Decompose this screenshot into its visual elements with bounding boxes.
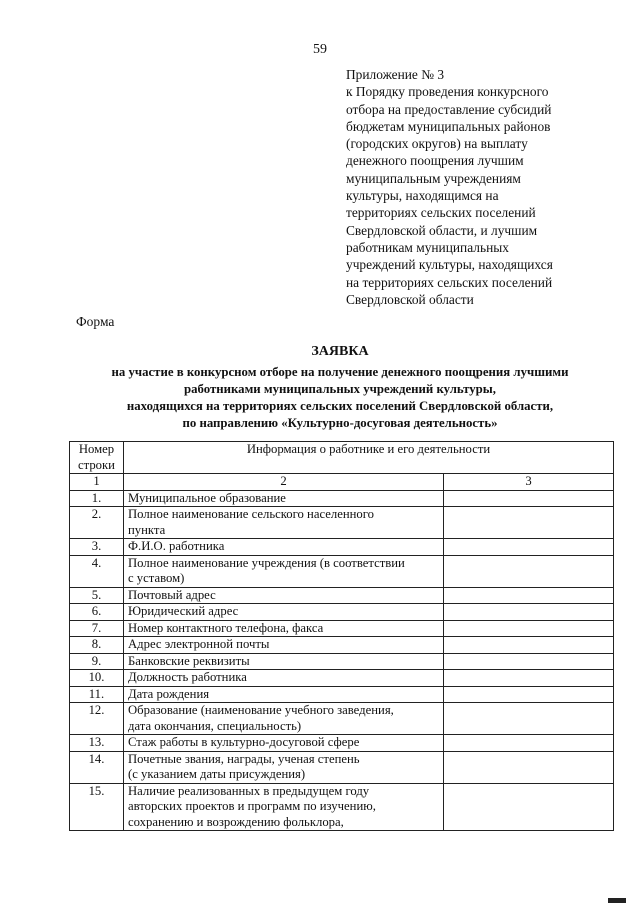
row-label — [124, 507, 444, 539]
appendix-line: работникам муниципальных — [346, 239, 509, 255]
row-label-line: Должность работника — [128, 670, 247, 684]
scan-artifact — [608, 895, 626, 905]
table-row — [70, 587, 614, 604]
header-number-line: строки — [78, 457, 115, 472]
row-number: 14. — [70, 751, 124, 783]
row-number: 11. — [70, 686, 124, 703]
row-label-line: Ф.И.О. работника — [128, 539, 225, 553]
row-label-line: Юридический адрес — [128, 604, 239, 618]
header-number-line: Номер — [78, 442, 115, 456]
row-value-field[interactable] — [444, 686, 614, 703]
row-label-line: сохранению и возрождению фольклора, — [128, 814, 344, 829]
table-header-row — [70, 442, 614, 474]
row-label-line: дата окончания, специальность) — [128, 718, 302, 733]
form-label: Форма — [76, 314, 115, 329]
row-label — [124, 539, 444, 556]
row-label-line: Полное наименование учреждения (в соответствии — [128, 555, 405, 570]
table-row — [70, 604, 614, 621]
table-row — [70, 686, 614, 703]
title-line: по направлению «Культурно-досуговая деятельность» — [182, 416, 498, 430]
row-label-line: Наличие реализованных в предыдущем году — [128, 783, 370, 798]
appendix-line: к Порядку проведения конкурсного — [346, 84, 549, 100]
row-label — [124, 490, 444, 507]
appendix-note — [346, 66, 606, 308]
row-number: 2. — [70, 507, 124, 539]
row-value-field[interactable] — [444, 555, 614, 587]
row-number: 6. — [70, 604, 124, 621]
row-number: 3. — [70, 539, 124, 556]
title-main: ЗАЯВКА — [311, 344, 369, 359]
row-label-line: Дата рождения — [128, 686, 210, 701]
appendix-line: бюджетам муниципальных районов — [346, 118, 551, 134]
row-label-line: Почетные звания, награды, ученая степень — [128, 751, 360, 766]
row-label — [124, 555, 444, 587]
application-table — [69, 441, 614, 831]
table-row — [70, 653, 614, 670]
appendix-line: денежного поощрения лучшим — [346, 153, 524, 169]
row-label — [124, 653, 444, 670]
row-label — [124, 686, 444, 703]
table-row — [70, 539, 614, 556]
appendix-line: муниципальным учреждениям — [346, 170, 521, 186]
table-index-row — [70, 474, 614, 491]
column-index: 1 — [70, 474, 124, 491]
page-number: 59 — [313, 42, 327, 57]
column-index: 2 — [124, 474, 444, 491]
row-value-field[interactable] — [444, 539, 614, 556]
row-label — [124, 783, 444, 831]
row-number: 8. — [70, 637, 124, 654]
row-label — [124, 620, 444, 637]
appendix-line: (городских округов) на выплату — [346, 136, 528, 152]
row-value-field[interactable] — [444, 637, 614, 654]
row-number: 10. — [70, 670, 124, 687]
row-value-field[interactable] — [444, 735, 614, 752]
row-number: 1. — [70, 490, 124, 507]
header-info: Информация о работнике и его деятельности — [124, 442, 614, 474]
row-label-line: с уставом) — [128, 571, 185, 585]
row-label-line: Образование (наименование учебного заведения, — [128, 703, 394, 717]
row-number: 9. — [70, 653, 124, 670]
row-value-field[interactable] — [444, 604, 614, 621]
table-row — [70, 637, 614, 654]
appendix-line: отбора на предоставление субсидий — [346, 101, 552, 117]
row-value-field[interactable] — [444, 507, 614, 539]
appendix-line: Свердловской области — [346, 291, 474, 307]
title-line: находящихся на территориях сельских поселений Свердловской области, — [126, 399, 554, 413]
row-label-line: Муниципальное образование — [128, 490, 286, 505]
appendix-line: Свердловской области, и лучшим — [346, 222, 538, 238]
row-label — [124, 604, 444, 621]
table-row — [70, 507, 614, 539]
row-number: 12. — [70, 703, 124, 735]
row-label — [124, 637, 444, 654]
row-label-line: Адрес электронной почты — [128, 637, 270, 651]
row-label — [124, 670, 444, 687]
appendix-line: на территориях сельских поселений — [346, 274, 553, 290]
row-label — [124, 587, 444, 604]
title-line: на участие в конкурсном отборе на получение денежного поощрения лучшими — [111, 365, 569, 379]
row-value-field[interactable] — [444, 751, 614, 783]
table-row — [70, 783, 614, 831]
row-value-field[interactable] — [444, 620, 614, 637]
table-row — [70, 703, 614, 735]
table-row — [70, 735, 614, 752]
row-value-field[interactable] — [444, 653, 614, 670]
row-number: 13. — [70, 735, 124, 752]
row-label-line: Полное наименование сельского населенного — [128, 507, 374, 521]
row-number: 7. — [70, 620, 124, 637]
row-label-line: Стаж работы в культурно-досуговой сфере — [128, 735, 360, 749]
row-label — [124, 703, 444, 735]
row-label-line: авторских проектов и программ по изучению, — [128, 799, 376, 813]
application-title — [60, 344, 620, 432]
row-label — [124, 735, 444, 752]
row-value-field[interactable] — [444, 783, 614, 831]
appendix-line: учреждений культуры, находящихся — [346, 257, 553, 273]
row-value-field[interactable] — [444, 670, 614, 687]
table-row — [70, 490, 614, 507]
row-label-line: Почтовый адрес — [128, 587, 216, 602]
title-line: работниками муниципальных учреждений культуры, — [184, 382, 496, 396]
row-label-line: (с указанием даты присуждения) — [128, 767, 306, 781]
row-value-field[interactable] — [444, 490, 614, 507]
appendix-line: культуры, находящимся на — [346, 188, 499, 204]
row-number: 15. — [70, 783, 124, 831]
row-label-line: Банковские реквизиты — [128, 653, 250, 668]
row-label — [124, 751, 444, 783]
row-number: 5. — [70, 587, 124, 604]
table-row — [70, 670, 614, 687]
table-row — [70, 751, 614, 783]
row-number: 4. — [70, 555, 124, 587]
row-value-field[interactable] — [444, 587, 614, 604]
appendix-line: территориях сельских поселений — [346, 205, 536, 221]
column-index: 3 — [444, 474, 614, 491]
row-label-line: Номер контактного телефона, факса — [128, 620, 324, 635]
row-value-field[interactable] — [444, 703, 614, 735]
appendix-line: Приложение № 3 — [346, 67, 445, 82]
row-label-line: пункта — [128, 522, 166, 537]
table-row — [70, 555, 614, 587]
table-row — [70, 620, 614, 637]
header-row-number — [70, 442, 124, 474]
